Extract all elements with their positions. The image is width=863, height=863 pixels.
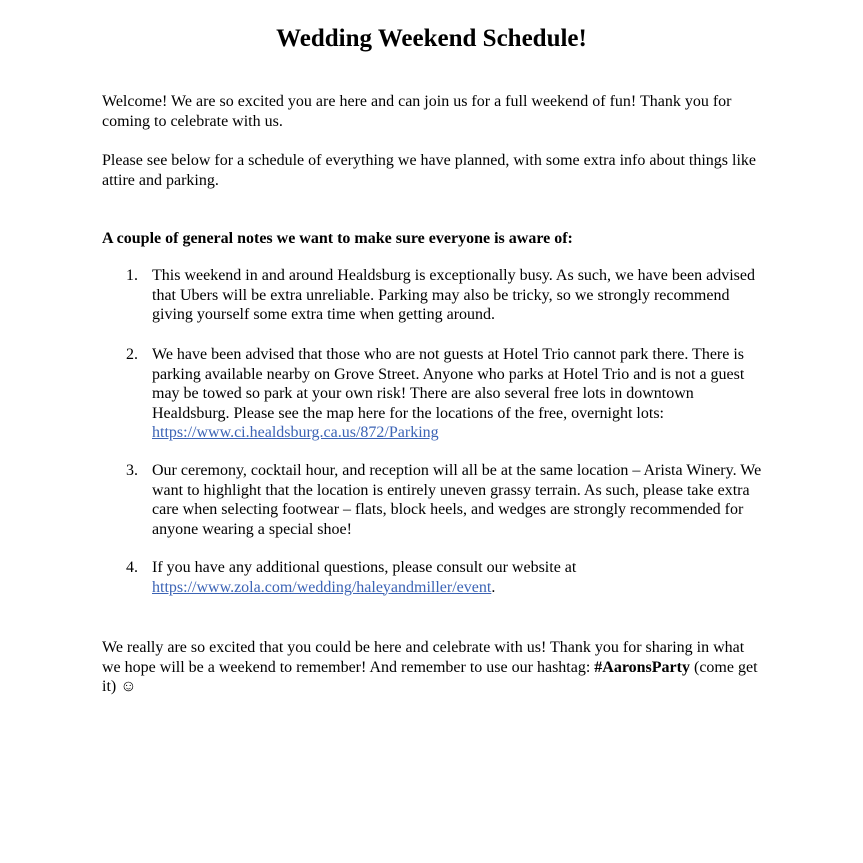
note-text-block — [152, 345, 762, 443]
hashtag: #AaronsParty — [594, 658, 690, 676]
closing-paragraph — [102, 638, 762, 697]
note-text: If you have any additional questions, please consult our website at — [152, 559, 577, 576]
note-text: We have been advised that those who are not guests at Hotel Trio cannot park there. There is parking available nearby on Grove Street. Anyone who parks at Hotel Trio and is not a guest may be towed so park at your own risk! There are also several free lots in downtown Healdsburg. Please see the map here for the locations of the free, overnight lots: — [152, 346, 745, 422]
note-text: Our ceremony, cocktail hour, and reception will all be at the same location – Arista Winery. We want to highlight that the location is entirely uneven grassy terrain. As such, please take extra care when selecting footwear – flats, block heels, and wedges are strongly recommended for anyone wearing a special shoe! — [152, 462, 762, 538]
intro-paragraph-schedule: Please see below for a schedule of everything we have planned, with some extra info about things like attire and parking. — [102, 152, 757, 189]
wedding-website-link[interactable]: https://www.zola.com/wedding/haleyandmiller/event — [152, 578, 492, 596]
closing-text: We really are so excited that you could be here and celebrate with us! Thank you for sharing in what we hope will be a weekend to remember! And remember to use our hashtag: — [102, 639, 745, 676]
note-text: This weekend in and around Healdsburg is exceptionally busy. As such, we have been advised that Ubers will be extra unreliable. Parking may also be tricky, so we strongly recommend giving yourself some extra time when getting around. — [152, 267, 755, 323]
note-text-block — [152, 558, 762, 597]
note-text-suffix: . — [491, 578, 496, 596]
note-number: 4. — [126, 559, 138, 576]
intro-paragraph-welcome: Welcome! We are so excited you are here and can join us for a full weekend of fun! Thank you for coming to celebrate with us. — [102, 93, 732, 130]
note-number: 3. — [126, 462, 138, 479]
page-title: Wedding Weekend Schedule! — [276, 25, 587, 52]
parking-link[interactable]: https://www.ci.healdsburg.ca.us/872/Parking — [152, 424, 439, 441]
note-number: 1. — [126, 267, 138, 284]
note-number: 2. — [126, 346, 138, 363]
closing-suffix: (come get it) ☺ — [102, 658, 758, 695]
notes-heading: A couple of general notes we want to make sure everyone is aware of: — [102, 230, 573, 247]
